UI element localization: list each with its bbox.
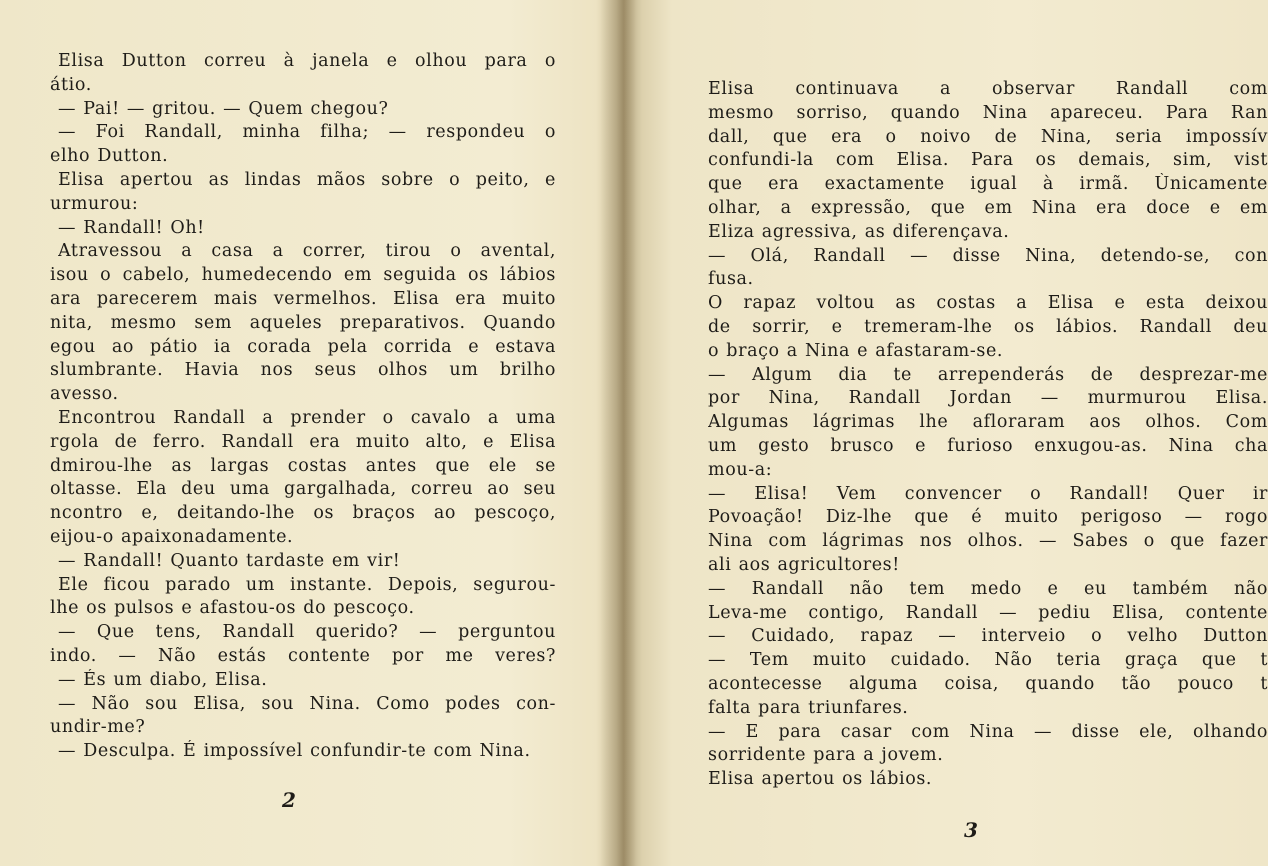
left-page-line: — Pai! — gritou. — Quem chegou? — [58, 98, 389, 119]
left-page-line: — És um diabo, Elisa. — [58, 669, 268, 690]
right-page-line: Eliza agressiva, as diferençava. — [708, 221, 1010, 242]
left-page-line: — Não sou Elisa, sou Nina. Como podes con- — [58, 693, 556, 714]
right-page-line: Elisa apertou os lábios. — [708, 769, 933, 790]
right-page-line: — Cuidado, rapaz — interveio o velho Dutton — [708, 626, 1268, 647]
right-page-line: confundi-la com Elisa. Para os demais, sim, vist — [708, 150, 1268, 171]
right-page — [636, 0, 1268, 866]
right-page-line: Elisa continuava a observar Randall com — [708, 79, 1268, 99]
right-page-line: olhar, a expressão, que em Nina era doce e em — [708, 197, 1268, 218]
left-page-line: ara parecerem mais vermelhos. Elisa era muito — [50, 288, 556, 309]
left-page-line: — Randall! Oh! — [58, 217, 205, 238]
right-page-text — [708, 78, 1268, 792]
left-page-line: avesso. — [50, 384, 119, 405]
left-page-line: Atravessou a casa a correr, tirou o avental, — [58, 241, 556, 262]
left-page-line: — Randall! Quanto tardaste em vir! — [58, 550, 401, 571]
left-page-line: indo. — Não estás contente por me veres? — [50, 645, 556, 666]
left-page-line: — Que tens, Randall querido? — perguntou — [58, 622, 556, 643]
right-page-line: um gesto brusco e furioso enxugou-as. Nina cha — [708, 435, 1268, 456]
left-page-line: — Desculpa. É impossível confundir-te com Nina. — [58, 741, 531, 762]
left-page-line: Encontrou Randall a prender o cavalo a uma — [58, 407, 556, 428]
left-page-line: rgola de ferro. Randall era muito alto, e Elisa — [50, 431, 556, 452]
right-page-line: Leva-me contigo, Randall — pediu Elisa, contente — [708, 602, 1268, 623]
right-page-line: acontecesse alguma coisa, quando tão pouco t — [708, 673, 1268, 694]
left-page-line: nita, mesmo sem aqueles preparativos. Quando — [50, 312, 556, 333]
right-page-line: dall, que era o noivo de Nina, seria impossív — [708, 126, 1268, 147]
left-page-line: eijou-o apaixonadamente. — [50, 526, 294, 547]
left-page-line: undir-me? — [50, 717, 146, 738]
left-page-line: isou o cabelo, humedecendo em seguida os lábios — [50, 265, 556, 286]
left-page-text — [50, 50, 556, 764]
right-page-line: mou-a: — [708, 459, 773, 480]
left-page-line: slumbrante. Havia nos seus olhos um brilho — [50, 360, 556, 381]
left-page-line: átio. — [50, 74, 92, 95]
left-page-line: egou ao pátio ia corada pela corrida e estava — [50, 336, 556, 357]
left-page-line: oltasse. Ela deu uma gargalhada, correu ao seu — [50, 479, 556, 500]
right-page-line: — E para casar com Nina — disse ele, olhando — [708, 721, 1268, 742]
right-page-line: — Tem muito cuidado. Não teria graça que t — [708, 650, 1268, 671]
right-page-line: o braço a Nina e afastaram-se. — [708, 340, 1004, 361]
right-page-line: ali aos agricultores! — [708, 554, 900, 575]
left-page-line: Elisa apertou as lindas mãos sobre o peito, e — [58, 169, 556, 190]
left-page-line: urmurou: — [50, 193, 139, 214]
right-page-line: que era exactamente igual à irmã. Ùnicamente — [708, 174, 1268, 195]
right-page-line: — Elisa! Vem convencer o Randall! Quer ir — [708, 483, 1268, 504]
right-page-line: O rapaz voltou as costas a Elisa e esta deixou — [708, 293, 1268, 314]
left-page-line: Elisa Dutton correu à janela e olhou para o — [58, 51, 556, 71]
right-page-number: 3 — [964, 818, 978, 842]
right-page-line: Nina com lágrimas nos olhos. — Sabes o que fazer — [708, 531, 1268, 552]
right-page-line: Algumas lágrimas lhe afloraram aos olhos. Com — [708, 412, 1268, 433]
left-page — [0, 0, 612, 866]
right-page-line: sorridente para a jovem. — [708, 745, 944, 766]
left-page-line: — Foi Randall, minha filha; — respondeu o — [58, 122, 556, 143]
right-page-line: — Olá, Randall — disse Nina, detendo-se, con — [708, 245, 1268, 266]
right-page-line: de sorrir, e tremeram-lhe os lábios. Randall deu — [708, 316, 1268, 337]
right-page-line: fusa. — [708, 269, 754, 290]
left-page-number: 2 — [282, 788, 296, 812]
right-page-line: — Randall não tem medo e eu também não — [708, 578, 1268, 599]
left-page-line: lhe os pulsos e afastou-os do pescoço. — [50, 598, 415, 619]
left-page-line: elho Dutton. — [50, 146, 169, 167]
right-page-line: — Algum dia te arrependerás de desprezar-me — [708, 364, 1268, 385]
right-page-line: falta para triunfares. — [708, 697, 909, 718]
right-page-line: Povoação! Diz-lhe que é muito perigoso — rogo — [708, 507, 1268, 528]
right-page-line: por Nina, Randall Jordan — murmurou Elisa. — [708, 388, 1268, 409]
right-page-line: mesmo sorriso, quando Nina apareceu. Para Ran — [708, 102, 1268, 123]
left-page-line: ncontro e, deitando-lhe os braços ao pescoço, — [50, 503, 556, 524]
left-page-line: Ele ficou parado um instante. Depois, segurou- — [58, 574, 556, 595]
left-page-line: dmirou-lhe as largas costas antes que ele se — [50, 455, 556, 476]
